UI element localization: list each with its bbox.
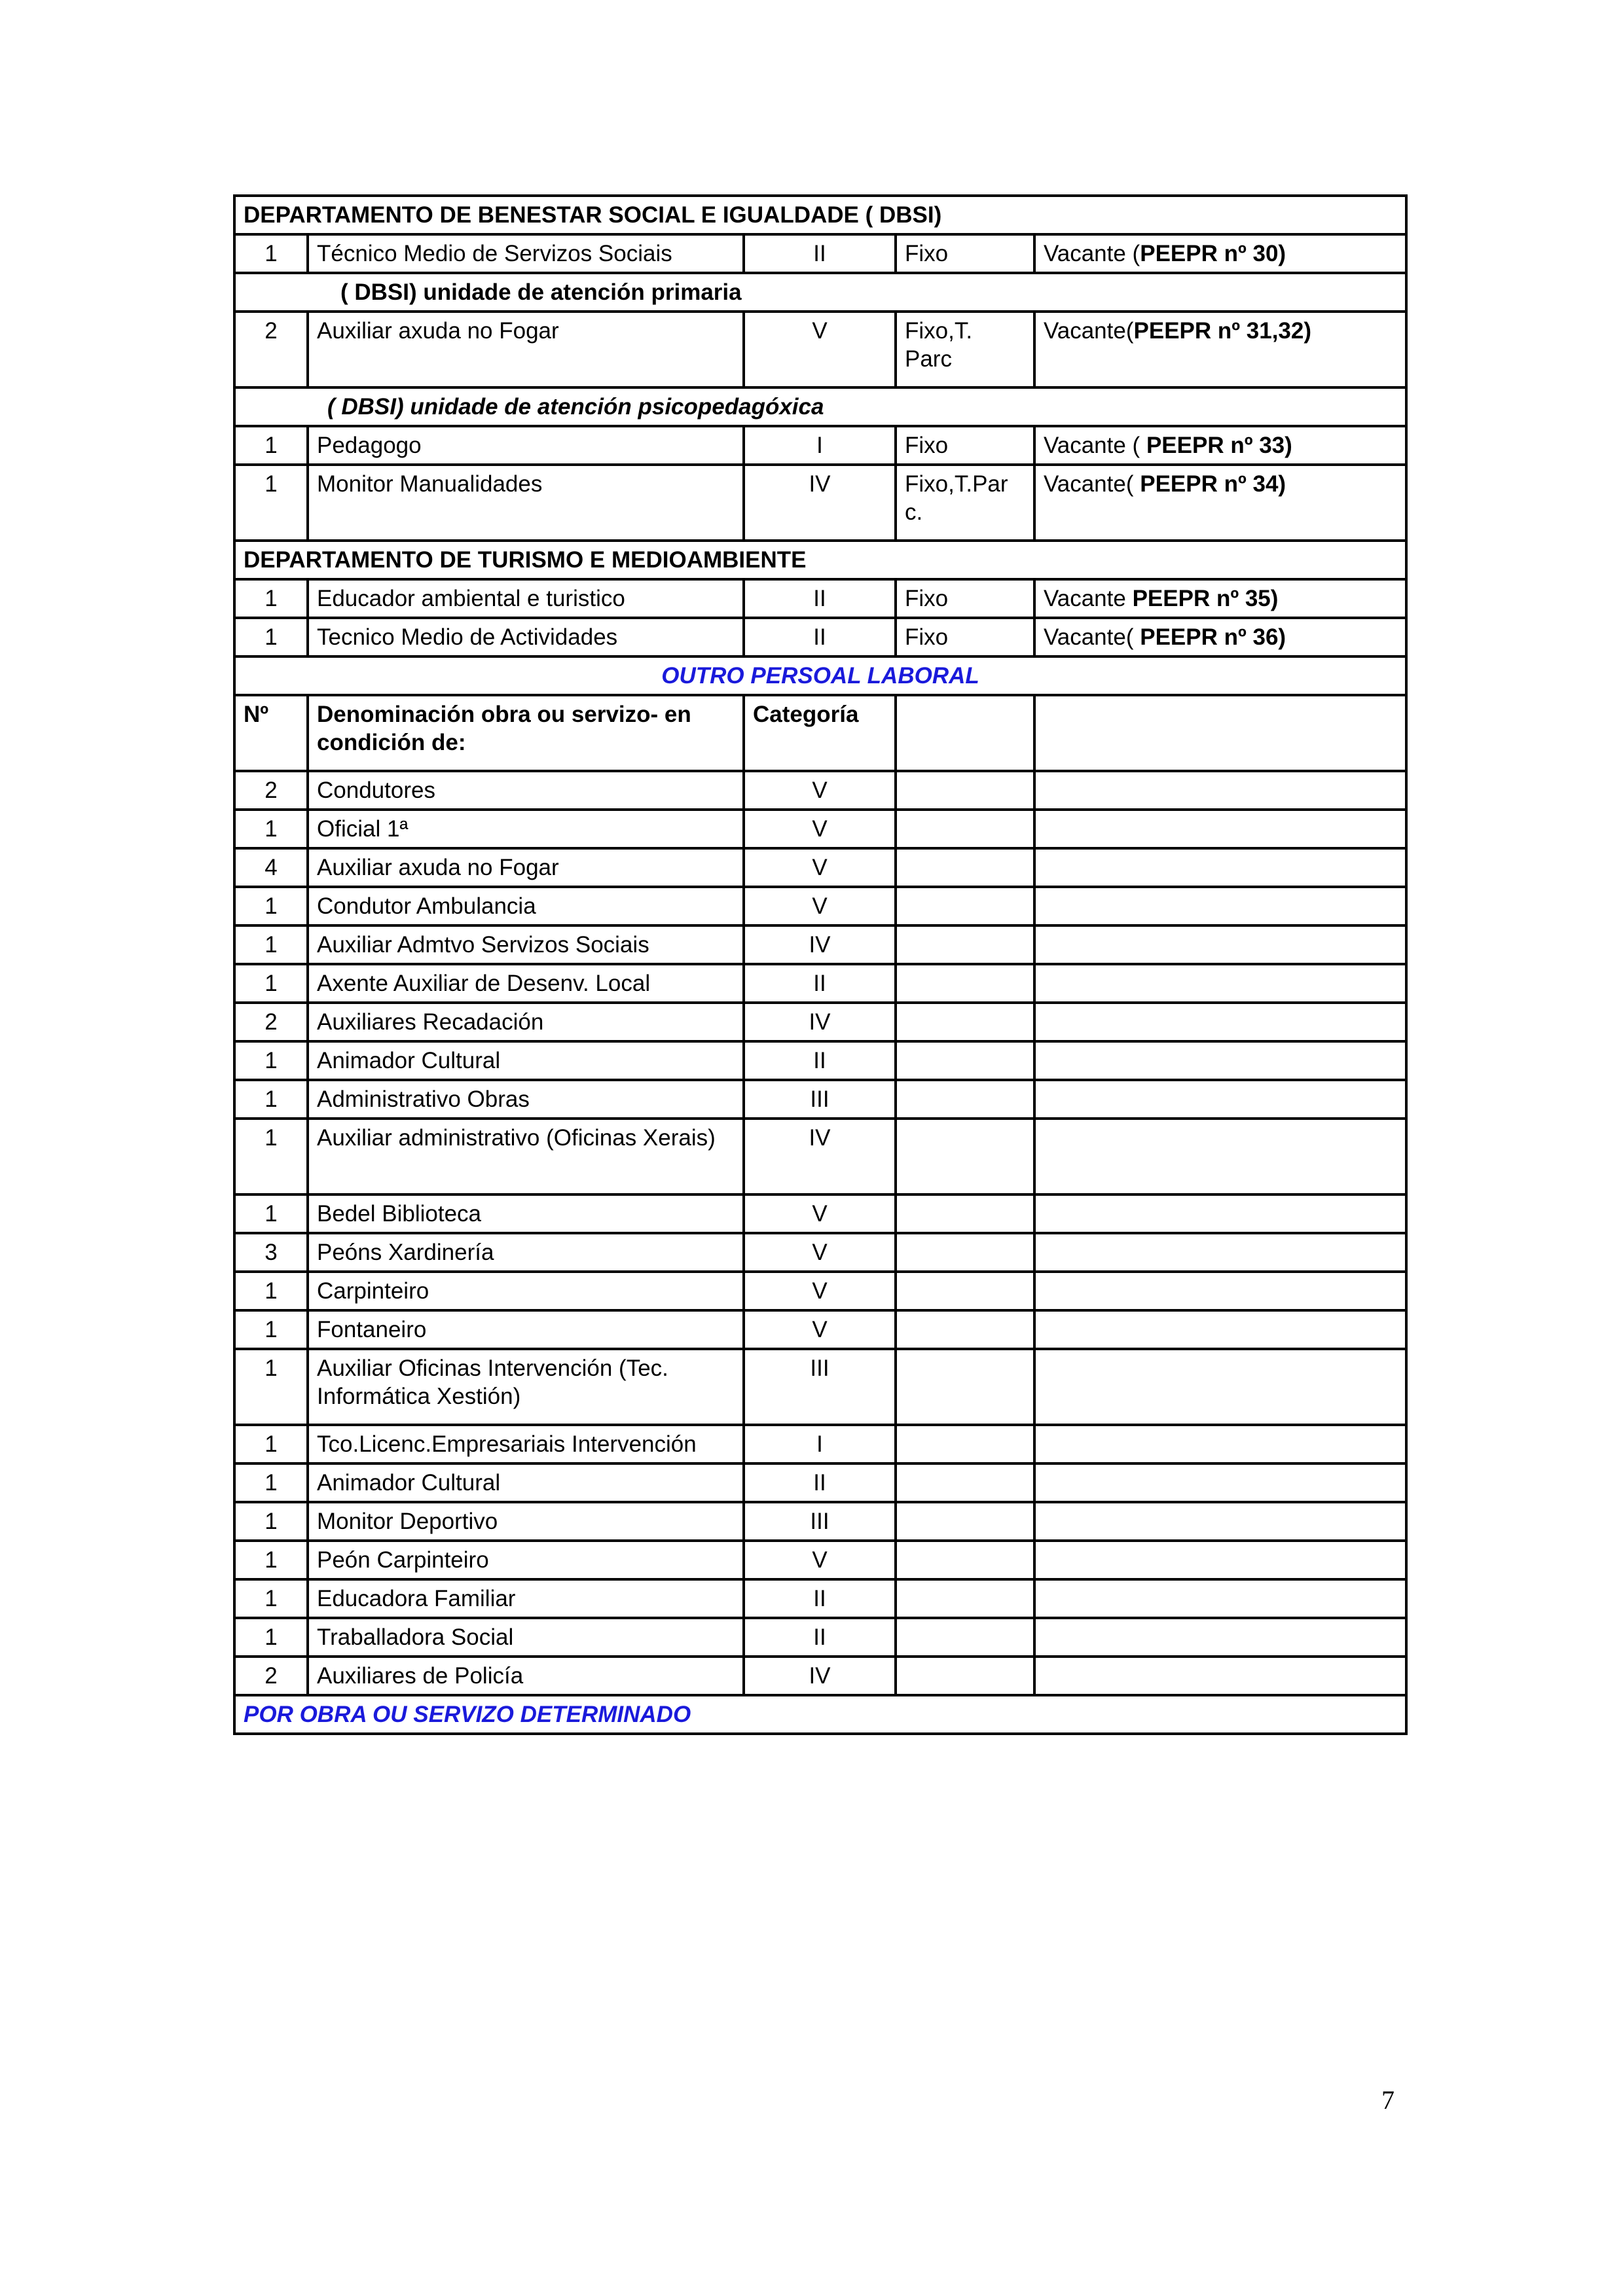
row-denomination: Oficial 1ª [308,810,744,848]
row-number: 1 [234,618,308,656]
row-number: 4 [234,848,308,887]
table-row [234,426,1406,465]
row-denomination: Axente Auxiliar de Desenv. Local [308,964,744,1003]
table-row [234,848,1406,887]
row-number: 2 [234,1003,308,1041]
row-status: Vacante(PEEPR nº 31,32) [1034,312,1406,387]
subsection-title-primary: ( DBSI) unidade de atención primaria [234,273,1406,312]
row-denomination: Auxiliar Oficinas Intervención (Tec. Informática Xestión) [308,1349,744,1425]
table-row [234,1618,1406,1657]
row-empty-cell [1034,1425,1406,1463]
row-category: IV [744,1657,896,1695]
row-empty-cell [896,1272,1034,1310]
row-number: 1 [234,964,308,1003]
row-number: 1 [234,1425,308,1463]
row-type: Fixo,T. Parc [896,312,1034,387]
row-number: 1 [234,1272,308,1310]
table-row [234,1657,1406,1695]
row-category: III [744,1349,896,1425]
header-empty-cell [896,695,1034,771]
table-row [234,1502,1406,1541]
row-category: II [744,1579,896,1618]
row-number: 2 [234,1657,308,1695]
row-denomination: Tco.Licenc.Empresariais Intervención [308,1425,744,1463]
row-type: Fixo [896,579,1034,618]
row-denomination: Educador ambiental e turistico [308,579,744,618]
row-category: II [744,1041,896,1080]
row-denomination: Administrativo Obras [308,1080,744,1119]
row-denomination: Auxiliar axuda no Fogar [308,312,744,387]
table-row [234,1003,1406,1041]
row-denomination: Carpinteiro [308,1272,744,1310]
row-denomination: Tecnico Medio de Actividades [308,618,744,656]
table-row [234,1310,1406,1349]
row-empty-cell [896,848,1034,887]
header-empty-cell [1034,695,1406,771]
subsection-row [234,387,1406,426]
row-empty-cell [1034,887,1406,925]
section-row [234,656,1406,695]
row-status: Vacante ( PEEPR nº 33) [1034,426,1406,465]
table-row [234,465,1406,541]
header-row [234,695,1406,771]
row-category: V [744,810,896,848]
subsection-row [234,273,1406,312]
row-denomination: Auxiliares de Policía [308,1657,744,1695]
row-empty-cell [896,887,1034,925]
row-empty-cell [1034,1579,1406,1618]
row-denomination: Auxiliares Recadación [308,1003,744,1041]
row-category: II [744,618,896,656]
row-empty-cell [1034,848,1406,887]
row-number: 1 [234,1463,308,1502]
section-title-outro-persoal: OUTRO PERSOAL LABORAL [234,656,1406,695]
row-empty-cell [896,1541,1034,1579]
header-number: Nº [234,695,308,771]
table-row [234,1119,1406,1194]
row-denomination: Peón Carpinteiro [308,1541,744,1579]
row-number: 1 [234,1041,308,1080]
row-empty-cell [896,1502,1034,1541]
row-empty-cell [1034,1541,1406,1579]
row-number: 1 [234,234,308,273]
row-category: IV [744,1119,896,1194]
row-denomination: Técnico Medio de Servizos Sociais [308,234,744,273]
row-category: V [744,771,896,810]
row-denomination: Auxiliar Admtvo Servizos Sociais [308,925,744,964]
header-category: Categoría [744,695,896,771]
staff-table [233,194,1408,1735]
row-empty-cell [1034,1194,1406,1233]
row-number: 1 [234,1194,308,1233]
row-number: 3 [234,1233,308,1272]
row-number: 1 [234,1310,308,1349]
row-empty-cell [896,1233,1034,1272]
row-empty-cell [1034,1272,1406,1310]
row-empty-cell [1034,1310,1406,1349]
row-empty-cell [896,1618,1034,1657]
row-category: IV [744,1003,896,1041]
table-row [234,810,1406,848]
row-denomination: Pedagogo [308,426,744,465]
row-number: 1 [234,1349,308,1425]
row-denomination: Condutores [308,771,744,810]
row-number: 1 [234,810,308,848]
table-row [234,1272,1406,1310]
row-category: V [744,1233,896,1272]
table-row [234,1579,1406,1618]
row-empty-cell [1034,1041,1406,1080]
row-empty-cell [896,1041,1034,1080]
row-category: V [744,1310,896,1349]
section-title-por-obra: POR OBRA OU SERVIZO DETERMINADO [234,1695,1406,1734]
row-empty-cell [1034,1463,1406,1502]
table-row [234,1425,1406,1463]
row-category: V [744,1194,896,1233]
row-number: 1 [234,1618,308,1657]
row-empty-cell [1034,1119,1406,1194]
row-number: 1 [234,887,308,925]
row-empty-cell [896,771,1034,810]
row-number: 2 [234,771,308,810]
row-empty-cell [896,964,1034,1003]
row-number: 1 [234,1541,308,1579]
row-category: II [744,1463,896,1502]
section-title-dbsi: DEPARTAMENTO DE BENESTAR SOCIAL E IGUALDADE ( DBSI) [234,196,1406,234]
row-empty-cell [896,810,1034,848]
section-row [234,1695,1406,1734]
row-empty-cell [896,1310,1034,1349]
row-category: V [744,848,896,887]
row-type: Fixo [896,618,1034,656]
row-empty-cell [896,925,1034,964]
section-row [234,541,1406,579]
row-number: 1 [234,1080,308,1119]
row-status: Vacante PEEPR nº 35) [1034,579,1406,618]
row-empty-cell [896,1349,1034,1425]
row-empty-cell [1034,1080,1406,1119]
table-row [234,579,1406,618]
row-denomination: Monitor Manualidades [308,465,744,541]
row-empty-cell [1034,1349,1406,1425]
row-category: V [744,312,896,387]
row-category: III [744,1502,896,1541]
row-empty-cell [896,1119,1034,1194]
row-category: III [744,1080,896,1119]
row-denomination: Bedel Biblioteca [308,1194,744,1233]
table-row [234,1463,1406,1502]
row-empty-cell [896,1003,1034,1041]
table-row [234,925,1406,964]
table-row [234,618,1406,656]
table-row [234,1080,1406,1119]
row-number: 1 [234,426,308,465]
row-empty-cell [896,1080,1034,1119]
row-denomination: Auxiliar axuda no Fogar [308,848,744,887]
row-category: IV [744,925,896,964]
row-category: II [744,1618,896,1657]
row-empty-cell [896,1425,1034,1463]
table-row [234,1233,1406,1272]
row-empty-cell [1034,810,1406,848]
row-status: Vacante( PEEPR nº 34) [1034,465,1406,541]
row-status: Vacante( PEEPR nº 36) [1034,618,1406,656]
row-empty-cell [896,1194,1034,1233]
table-row [234,964,1406,1003]
row-denomination: Auxiliar administrativo (Oficinas Xerais) [308,1119,744,1194]
subsection-title-psico: ( DBSI) unidade de atención psicopedagóxica [234,387,1406,426]
row-type: Fixo,T.Par c. [896,465,1034,541]
row-empty-cell [1034,771,1406,810]
row-number: 1 [234,1119,308,1194]
table-row [234,1349,1406,1425]
table-row [234,312,1406,387]
row-denomination: Traballadora Social [308,1618,744,1657]
row-denomination: Fontaneiro [308,1310,744,1349]
row-empty-cell [1034,964,1406,1003]
section-title-turismo: DEPARTAMENTO DE TURISMO E MEDIOAMBIENTE [234,541,1406,579]
table-row [234,1041,1406,1080]
row-category: I [744,1425,896,1463]
row-category: IV [744,465,896,541]
section-row [234,196,1406,234]
row-category: V [744,887,896,925]
row-number: 1 [234,465,308,541]
row-number: 1 [234,925,308,964]
row-denomination: Monitor Deportivo [308,1502,744,1541]
row-number: 1 [234,579,308,618]
row-empty-cell [1034,1618,1406,1657]
table-row [234,1541,1406,1579]
row-empty-cell [896,1463,1034,1502]
table-row [234,771,1406,810]
row-empty-cell [1034,925,1406,964]
row-category: V [744,1272,896,1310]
row-category: V [744,1541,896,1579]
header-denomination: Denominación obra ou servizo- en condición de: [308,695,744,771]
row-empty-cell [1034,1657,1406,1695]
row-category: II [744,579,896,618]
row-empty-cell [1034,1233,1406,1272]
row-number: 1 [234,1502,308,1541]
row-empty-cell [1034,1003,1406,1041]
row-denomination: Animador Cultural [308,1041,744,1080]
row-category: II [744,964,896,1003]
row-denomination: Educadora Familiar [308,1579,744,1618]
row-type: Fixo [896,234,1034,273]
row-denomination: Peóns Xardinería [308,1233,744,1272]
row-category: II [744,234,896,273]
row-category: I [744,426,896,465]
row-number: 2 [234,312,308,387]
table-row [234,887,1406,925]
row-empty-cell [896,1657,1034,1695]
row-denomination: Condutor Ambulancia [308,887,744,925]
row-number: 1 [234,1579,308,1618]
row-type: Fixo [896,426,1034,465]
row-denomination: Animador Cultural [308,1463,744,1502]
page-number: 7 [1381,2085,1395,2115]
row-status: Vacante (PEEPR nº 30) [1034,234,1406,273]
table-row [234,1194,1406,1233]
row-empty-cell [1034,1502,1406,1541]
table-row [234,234,1406,273]
row-empty-cell [896,1579,1034,1618]
